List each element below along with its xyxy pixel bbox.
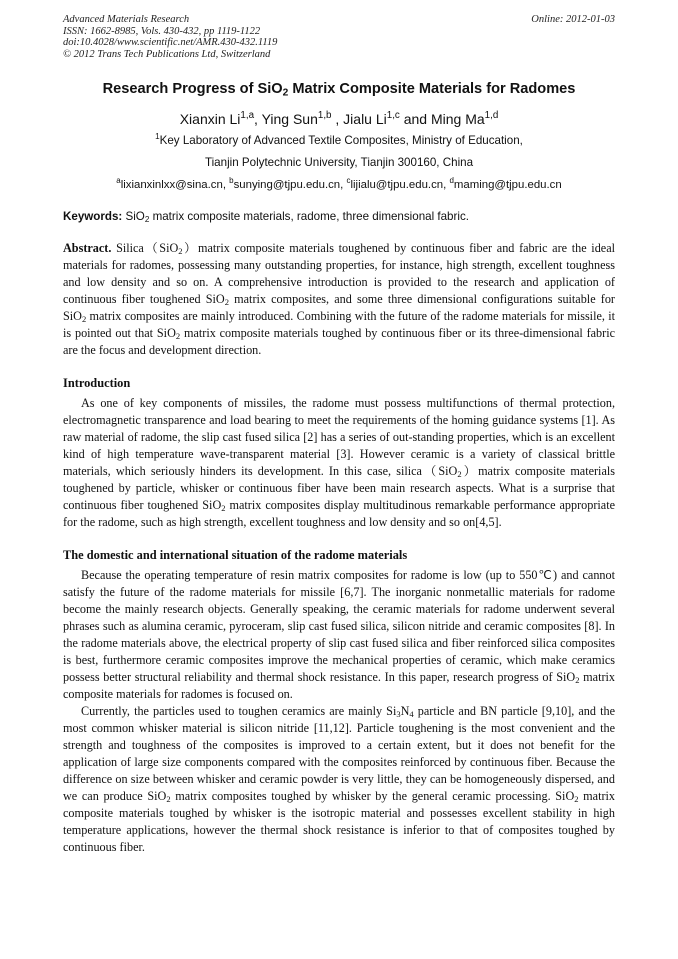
email-link[interactable]: maming@tjpu.edu.cn <box>453 179 562 191</box>
situation-paragraph-2: Currently, the particles used to toughen ceramics are mainly $Si_3N_4$ particle and BN particle [9,10], and the most common whisker material is silicon nitride [11,12]. Particle toughening is the most convenient and the strength and toughness of the composites is improved to a certain extent, but it does not benefit for the application of large size components compared with the composites reinforced by continuous fiber. Because the difference on size between whisker and ceramic powder is very little, they can be homogeneously dispersed, and we can produce SiO$_2$ matrix composites toughed by whisker by the general ceramic processing. SiO$_2$ matrix composite materials toughed by whisker is the isotropic material and possesses excellent stability in high temperature applications, however the thermal shock resistance is inferior to that of composites toughed by continuous fiber. <box>63 704 615 854</box>
journal-issn: ISSN: 1662-8985, Vols. 430-432, pp 1119-1122 <box>63 25 261 37</box>
author-name: Xianxin Li <box>179 111 241 127</box>
introduction-paragraph: As one of key components of missiles, the radome must possess multifunctions of thermal protection, electromagnetic transparence and load bearing to meet the requirements of the homing guidance systems [1]. As raw material of radome, the slip cast fused silica [2] has a series of out-standing properties, which is an excellent kind of high temperature wave-transparent material [3]. However ceramic is a variety of classical brittle materials, which seriously hinders its development. In this case, silica（SiO$_2$）matrix composite materials toughened by particle, whisker or continuous fiber have been main research aspects. What is a surprise that continuous fiber toughened SiO$_2$ matrix composites display multitudinous remarkable performance appropriate for the radome, such as high strength, excellent toughness and low density and so on[4,5]. <box>63 396 615 529</box>
affiliation-line-2: Tianjin Polytechnic University, Tianjin 300160, China <box>204 156 474 169</box>
paper-page <box>63 14 615 856</box>
journal-copyright: © 2012 Trans Tech Publications Ltd, Switzerland <box>63 48 271 60</box>
email-link[interactable]: lijialu@tjpu.edu.cn <box>350 179 444 191</box>
journal-doi: doi:10.4028/www.scientific.net/AMR.430-432.1119 <box>63 37 278 48</box>
section-heading-situation: The domestic and international situation of the radome materials <box>63 548 408 562</box>
author-name: Ying Sun <box>261 111 318 127</box>
author-name: Ming Ma <box>430 111 485 127</box>
email-link[interactable]: sunying@tjpu.edu.cn <box>233 179 341 191</box>
author-list: Xianxin Li$^{1,a}$, Ying Sun$^{1,b}$ , Jialu Li$^{1,c}$ and Ming Ma$^{1,d}$ <box>179 110 499 127</box>
author-name: Jialu Li <box>343 111 387 127</box>
paper-title: Research Progress of SiO$_2$ Matrix Composite Materials for Radomes <box>102 81 576 99</box>
affiliation-line-1: $^1$Key Laboratory of Advanced Textile Composites, Ministry of Education, <box>155 132 523 147</box>
journal-name: Advanced Materials Research <box>63 14 190 25</box>
journal-header <box>63 14 615 60</box>
situation-paragraph-1: Because the operating temperature of resin matrix composites for radome is low (up to 550℃) and cannot satisfy the future of the radome materials for missile [6,7]. The inorganic nonmetallic materials for radome become the mainly research objects. Generally speaking, the ceramic materials for radome underwent several phrases such as alumina ceramic, pyroceram, slip cast fused silica, silicon nitride and ceramic composites [8]. In the radome materials above, the electrical property of slip cast fused silica and fiber reinforced silica composites is best, furthermore ceramic composites improve the mechanical properties of ceramic, which make ceramics possess better structural reliability and thermal shock resistance. In this paper, research progress of SiO$_2$ matrix composite materials for radomes is focused on. <box>63 568 615 701</box>
keywords: Keywords: SiO$_2$ matrix composite materials, radome, three dimensional fabric. <box>63 210 469 225</box>
abstract: Abstract. Silica（SiO$_2$）matrix composite materials toughened by continuous fiber and fabric are the ideal materials for radomes, possessing many outstanding properties, for instance, high strength, excellent toughness and low density and so on. A comprehensive introduction is provided to the research and application of continuous fiber toughened SiO$_2$ matrix composites, and some three dimensional configurations suitable for SiO$_2$ matrix composites are mainly introduced. Combining with the future of the radome materials for missile, it is pointed out that SiO$_2$ matrix composite materials toughed by continuous fiber or its three-dimensional fabric are the focus and development direction. <box>63 241 615 357</box>
abstract-label: Abstract. <box>63 241 112 255</box>
online-date: Online: 2012-01-03 <box>531 14 615 25</box>
keywords-label: Keywords: <box>63 210 123 223</box>
email-link[interactable]: lixianxinlxx@sina.cn <box>120 179 223 191</box>
author-emails: $^a$lixianxinlxx@sina.cn, $^b$sunying@tjpu.edu.cn, $^c$lijialu@tjpu.edu.cn, $^d$maming@tjpu.edu.cn <box>116 176 562 191</box>
section-heading-introduction: Introduction <box>63 376 131 390</box>
